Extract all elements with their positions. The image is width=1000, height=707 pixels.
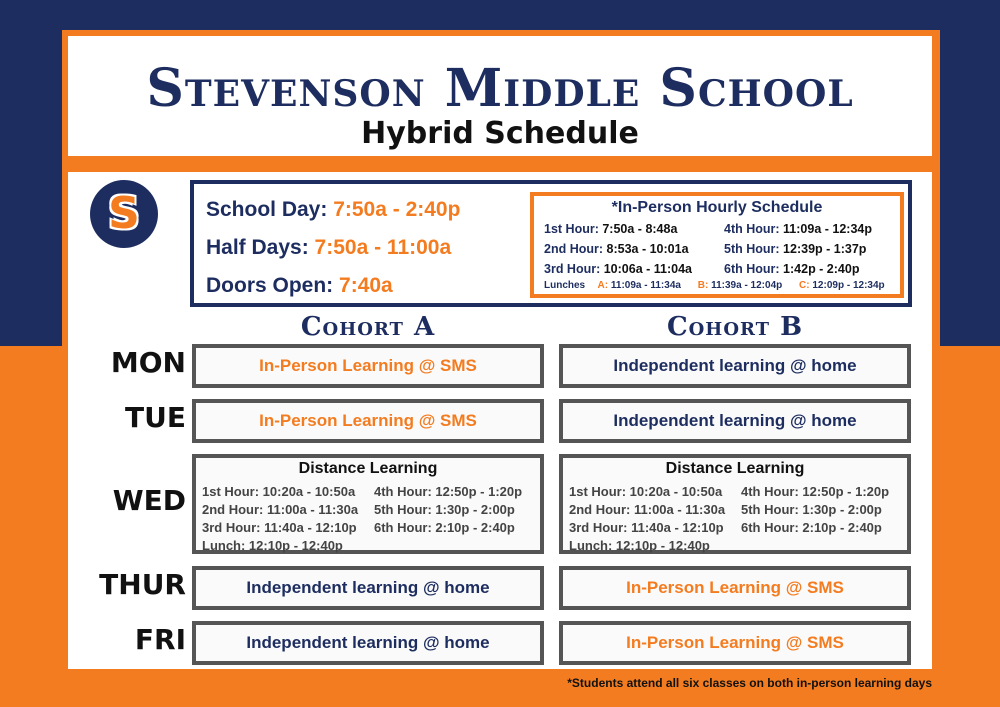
mon-cohort-a-cell: In-Person Learning @ SMS bbox=[192, 344, 544, 388]
distance-row: 1st Hour: 10:20a - 10:50a bbox=[202, 484, 356, 499]
hourly-row: 5th Hour: 12:39p - 1:37p bbox=[724, 242, 867, 256]
distance-row: Lunch: 12:10p - 12:40p bbox=[202, 538, 343, 553]
hourly-row: 6th Hour: 1:42p - 2:40p bbox=[724, 262, 860, 276]
wed-cohort-a-cell bbox=[192, 454, 544, 554]
in-person-hourly-box bbox=[530, 192, 904, 298]
schedule-subtitle: Hybrid Schedule bbox=[361, 116, 639, 151]
distance-learning-title: Distance Learning bbox=[665, 460, 805, 477]
day-tue: TUE bbox=[125, 401, 186, 434]
lunches-row: Lunches A: 11:09a - 11:34a B: 11:39a - 12:04p C: 12:09p - 12:34p bbox=[544, 280, 885, 291]
day-wed: WED bbox=[112, 484, 186, 517]
school-name: Stevenson Middle School bbox=[146, 58, 854, 119]
half-days-line bbox=[206, 236, 451, 260]
fri-cohort-b-cell: In-Person Learning @ SMS bbox=[559, 621, 911, 665]
distance-row: 2nd Hour: 11:00a - 11:30a bbox=[202, 502, 359, 517]
doors-open-label: Doors Open: bbox=[206, 274, 334, 297]
doors-open-value: 7:40a bbox=[339, 274, 393, 297]
wed-cohort-b-cell bbox=[559, 454, 911, 554]
school-day-label: School Day: bbox=[206, 198, 328, 221]
half-days-label: Half Days: bbox=[206, 236, 309, 259]
mon-cohort-b-cell: Independent learning @ home bbox=[559, 344, 911, 388]
distance-row: 6th Hour: 2:10p - 2:40p bbox=[741, 520, 882, 535]
footnote: *Students attend all six classes on both in-person learning days bbox=[567, 676, 932, 690]
distance-row: Lunch: 12:10p - 12:40p bbox=[569, 538, 710, 553]
distance-row: 3rd Hour: 11:40a - 12:10p bbox=[202, 520, 357, 535]
s-logo-icon bbox=[90, 180, 158, 248]
hourly-row: 3rd Hour: 10:06a - 11:04a bbox=[544, 262, 692, 276]
title-banner bbox=[68, 36, 932, 156]
school-day-line bbox=[206, 198, 460, 222]
hourly-row: 1st Hour: 7:50a - 8:48a bbox=[544, 222, 678, 236]
day-fri: FRI bbox=[134, 623, 186, 656]
tue-cohort-b-cell: Independent learning @ home bbox=[559, 399, 911, 443]
cohort-a-heading: Cohort A bbox=[300, 312, 436, 342]
half-days-value: 7:50a - 11:00a bbox=[314, 236, 452, 259]
distance-learning-title: Distance Learning bbox=[298, 460, 438, 477]
day-mon: MON bbox=[110, 346, 186, 379]
doors-open-line bbox=[206, 274, 393, 298]
fri-cohort-a-cell: Independent learning @ home bbox=[192, 621, 544, 665]
distance-row: 5th Hour: 1:30p - 2:00p bbox=[741, 502, 882, 517]
hourly-title: *In-Person Hourly Schedule bbox=[611, 199, 823, 216]
cohort-b-heading: Cohort B bbox=[666, 312, 804, 342]
thur-cohort-a-cell: Independent learning @ home bbox=[192, 566, 544, 610]
day-thur: THUR bbox=[99, 568, 186, 601]
distance-row: 1st Hour: 10:20a - 10:50a bbox=[569, 484, 723, 499]
distance-row: 2nd Hour: 11:00a - 11:30a bbox=[569, 502, 726, 517]
distance-row: 5th Hour: 1:30p - 2:00p bbox=[374, 502, 515, 517]
distance-row: 4th Hour: 12:50p - 1:20p bbox=[741, 484, 890, 499]
distance-row: 6th Hour: 2:10p - 2:40p bbox=[374, 520, 515, 535]
hourly-row: 2nd Hour: 8:53a - 10:01a bbox=[544, 242, 689, 256]
tue-cohort-a-cell: In-Person Learning @ SMS bbox=[192, 399, 544, 443]
distance-row: 4th Hour: 12:50p - 1:20p bbox=[374, 484, 523, 499]
school-day-value: 7:50a - 2:40p bbox=[333, 198, 461, 221]
distance-row: 3rd Hour: 11:40a - 12:10p bbox=[569, 520, 724, 535]
school-hours-box bbox=[190, 180, 912, 307]
hourly-row: 4th Hour: 11:09a - 12:34p bbox=[724, 222, 872, 236]
logo-letter: S bbox=[108, 188, 140, 239]
thur-cohort-b-cell: In-Person Learning @ SMS bbox=[559, 566, 911, 610]
